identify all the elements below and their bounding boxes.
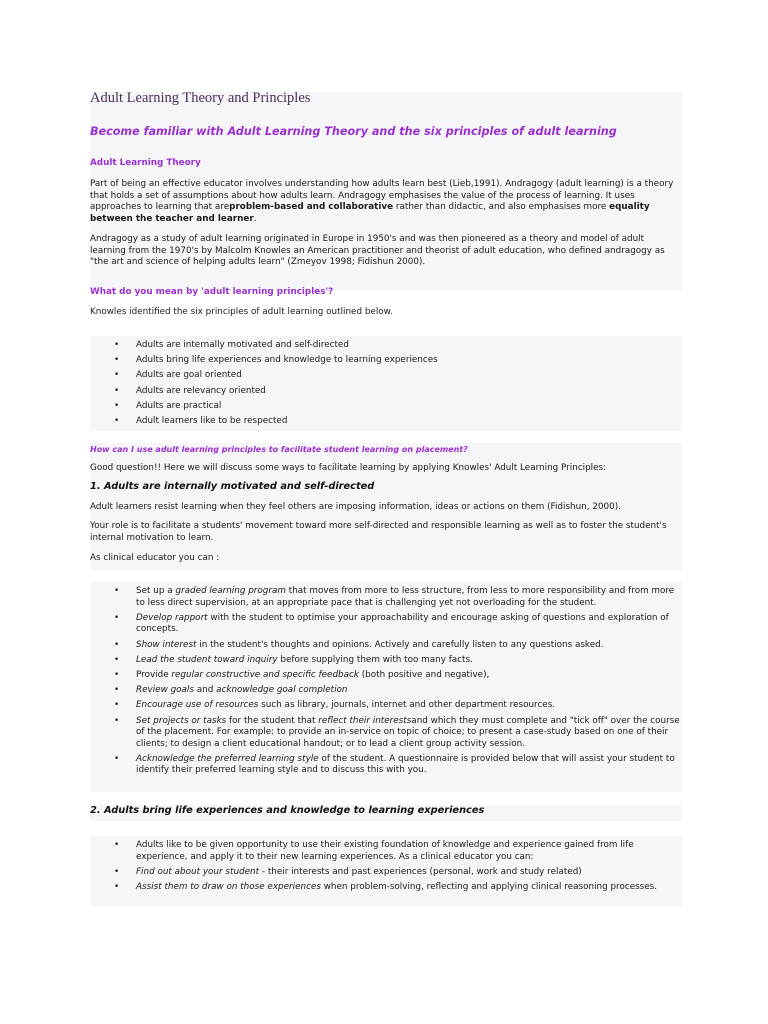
italic-text: Acknowledge the preferred learning style xyxy=(136,753,319,764)
principles-list xyxy=(90,340,682,428)
list-item: • Adults are relevancy oriented xyxy=(90,386,682,398)
italic-text: Lead the student toward inquiry xyxy=(136,654,278,665)
italic-text: Encourage use of resources xyxy=(136,700,259,711)
text: Set up a xyxy=(136,586,176,596)
text: Provide xyxy=(136,669,172,680)
text: before supplying them with too many facts. xyxy=(277,654,473,665)
text: in the student's thoughts and opinions. Actively and carefully listen to any questions asked. xyxy=(196,639,604,650)
italic-text: reflect their interests xyxy=(318,715,412,726)
principle-2-list-box xyxy=(90,836,682,906)
list-item xyxy=(90,685,682,697)
list-item xyxy=(90,700,682,712)
principle-1-paragraph-2: Your role is to facilitate a students' movement toward more self-directed and responsible learning as well as to foster the student's internal motivation to learn. xyxy=(90,521,667,543)
list-item: • Adults are goal oriented xyxy=(90,370,682,382)
principle-2-heading: 2. Adults bring life experiences and knowledge to learning experiences xyxy=(90,805,682,821)
page-title: Adult Learning Theory and Principles xyxy=(90,90,311,106)
text: (both positive and negative), xyxy=(358,669,490,680)
list-item: • Adults bring life experiences and knowledge to learning experiences xyxy=(90,355,682,367)
subtitle: Become familiar with Adult Learning Theory and the six principles of adult learning xyxy=(90,125,617,138)
list-item: • Adult learners like to be respected xyxy=(90,416,682,428)
principle-1-paragraph-3: As clinical educator you can : xyxy=(90,553,220,563)
list-item xyxy=(90,613,682,636)
italic-text: Review goals xyxy=(136,685,194,696)
italic-text: regular constructive and specific feedback xyxy=(171,669,359,680)
italic-text: Find out about your student xyxy=(136,866,260,877)
italic-text: Develop rapport xyxy=(136,612,208,623)
principles-intro: Knowles identified the six principles of adult learning outlined below. xyxy=(90,307,393,317)
text: - their interests and past experiences (personal, work and study related) xyxy=(259,866,582,877)
text: with the student to optimise your approachability and encourage asking of questions and exploration of concepts. xyxy=(136,612,669,635)
bold-text: equality between the teacher and learner xyxy=(90,202,650,224)
text: that moves from more to less structure, from less to more responsibility and from more to less direct supervision, at an appropriate pace that is challenging yet not overloading for the student. xyxy=(136,586,675,608)
bold-text: problem-based and collaborative xyxy=(229,202,394,213)
text: such as library, journals, internet and other department resources. xyxy=(258,700,556,711)
italic-text: Set projects or tasks xyxy=(136,715,227,726)
list-item xyxy=(90,655,682,667)
list-item xyxy=(90,867,682,879)
list-item xyxy=(90,882,682,894)
text: rather than didactic, and also emphasises more xyxy=(393,202,610,213)
list-item: • Adults like to be given opportunity to use their existing foundation of knowledge and experience gained from life experience, and apply it to their new learning experiences. As a clinical educator you can: xyxy=(90,840,682,863)
principle-1-heading: 1. Adults are internally motivated and self-directed xyxy=(90,481,375,492)
text: . xyxy=(253,213,257,224)
list-item: • Adults are internally motivated and self-directed xyxy=(90,340,682,352)
italic-text: Assist them to draw on those experiences xyxy=(136,881,321,892)
apply-intro: Good question!! Here we will discuss some ways to facilitate learning by applying Knowles' Adult Learning Principles: xyxy=(90,463,607,473)
principle-1-list xyxy=(90,586,682,777)
list-item xyxy=(90,754,682,777)
principle-1-paragraph-1: Adult learners resist learning when they feel others are imposing information, ideas or actions on them (Fidishun, 2000). xyxy=(90,502,621,512)
list-item: • Adults are practical xyxy=(90,401,682,413)
principle-2-list xyxy=(90,840,682,894)
theory-paragraph-1 xyxy=(90,179,682,225)
text: Part of being an effective educator involves understanding how adults learn best (Lieb,1991). Andragogy (adult learning) is a theory that holds a set of assumptions about how adults learn. Andragogy emphasises the value of the process of learning. It uses approaches to learning that are xyxy=(90,179,674,213)
text: of the student. A questionnaire is provided below that will assist your student to identify their preferred learning style and to discuss this with you. xyxy=(136,753,675,776)
italic-text: acknowledge goal completion xyxy=(216,685,348,696)
principles-list-box xyxy=(90,336,682,431)
italic-text: Show interest xyxy=(136,639,197,650)
text: for the student that xyxy=(226,715,319,726)
section-heading-theory: Adult Learning Theory xyxy=(90,158,201,168)
theory-paragraph-2: Andragogy as a study of adult learning originated in Europe in 1950's and was then pioneered as a theory and model of adult learning from the 1970's by Malcolm Knowles an American practitioner and theorist of adult education, who defined andragogy as "the art and science of helping adults learn" (Zmeyov 1998; Fidishun 2000). xyxy=(90,234,665,268)
italic-text: graded learning program xyxy=(175,586,286,596)
section-heading-principles: What do you mean by 'adult learning principles'? xyxy=(90,287,334,297)
list-item xyxy=(90,716,682,751)
section-heading-apply: How can I use adult learning principles to facilitate student learning on placement? xyxy=(90,445,468,454)
text: and which they must complete and "tick off" over the course of the placement. For example: to provide an in-service on topic of choice; to present a case-study based on one of their clients; to design a client educational handout; or to lead a client group activity session. xyxy=(136,715,680,749)
text: and xyxy=(193,685,217,696)
list-item xyxy=(90,640,682,652)
list-item xyxy=(90,670,682,682)
principle-1-list-box xyxy=(90,582,682,792)
text: when problem-solving, reflecting and applying clinical reasoning processes. xyxy=(320,881,658,892)
list-item xyxy=(90,586,682,609)
